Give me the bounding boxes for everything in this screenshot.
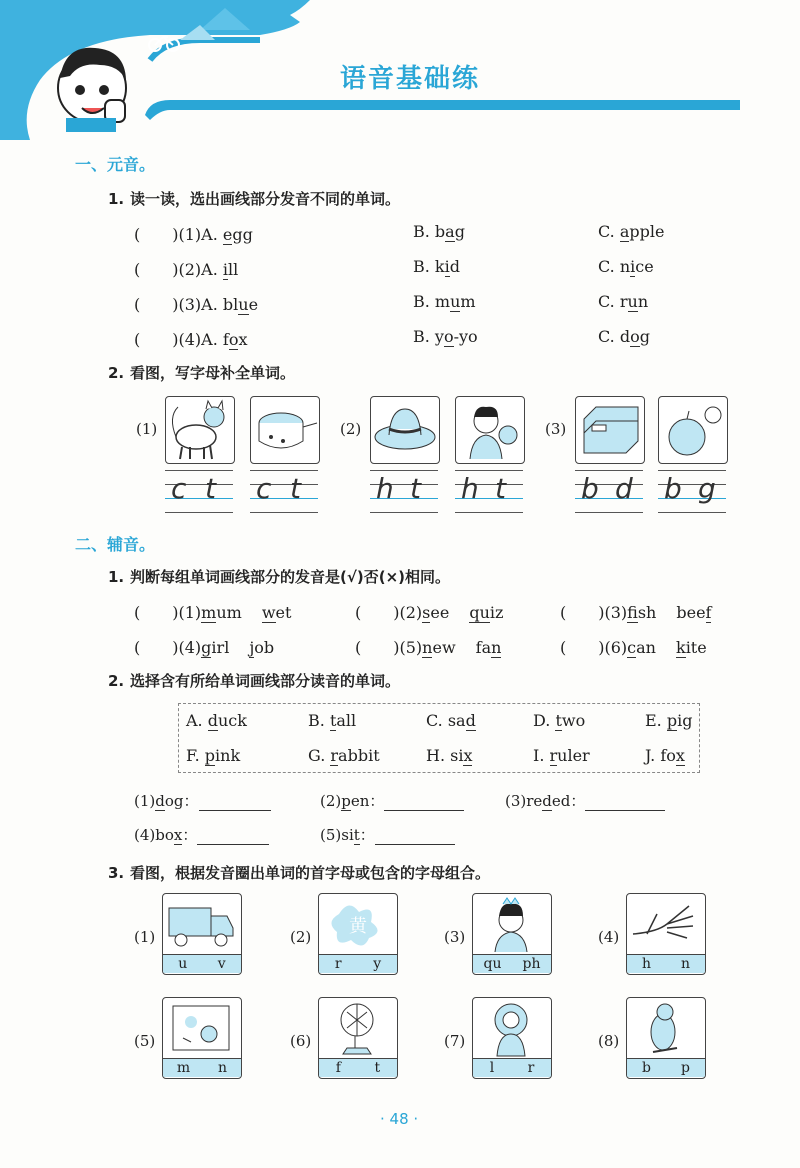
handwritten-letter: t bbox=[205, 472, 216, 505]
underlined-letter: k bbox=[675, 638, 686, 657]
card-picture bbox=[473, 894, 551, 954]
fill-blank[interactable] bbox=[320, 790, 464, 811]
apple-picture bbox=[658, 396, 728, 464]
underlined-letter: t bbox=[329, 711, 337, 730]
underlined-letter: o bbox=[443, 327, 454, 346]
hat-picture bbox=[370, 396, 440, 464]
underlined-letter: x bbox=[173, 826, 183, 844]
option-b-text: B. b bbox=[413, 222, 446, 241]
question-2-2 bbox=[108, 670, 400, 691]
option-label: F. bbox=[186, 746, 205, 765]
blank-label: (2) bbox=[320, 792, 342, 810]
option-label: G. bbox=[308, 746, 331, 765]
cake-picture bbox=[250, 396, 320, 464]
judge-item[interactable] bbox=[355, 635, 501, 658]
fill-blank[interactable] bbox=[320, 824, 455, 845]
option-label: uler bbox=[557, 746, 590, 765]
option-label: J. fo bbox=[645, 746, 676, 765]
item-number: (2) bbox=[399, 603, 423, 622]
handwritten-letter: c bbox=[256, 472, 272, 505]
letter-choice[interactable]: ph bbox=[522, 956, 541, 972]
underlined-letter: d bbox=[207, 711, 218, 730]
answer-paren[interactable] bbox=[134, 327, 248, 350]
option-b bbox=[413, 257, 460, 276]
letter-choices bbox=[163, 1058, 241, 1077]
option-label: B. bbox=[308, 711, 330, 730]
paren-blank: ( ) bbox=[134, 603, 179, 622]
writing-lines[interactable] bbox=[455, 470, 523, 514]
option-label: abbit bbox=[338, 746, 380, 765]
word: iz bbox=[489, 603, 504, 622]
blank-label: en： bbox=[350, 792, 385, 810]
card-number: (7) bbox=[444, 1032, 466, 1050]
item-number: (4) bbox=[178, 638, 202, 657]
picture-card bbox=[162, 997, 242, 1079]
underlined-letter: j bbox=[249, 638, 255, 657]
question-text: 选择含有所给单词画线部分读音的单词。 bbox=[130, 672, 401, 690]
underlined-letter: d bbox=[155, 792, 165, 810]
blank-label: ： bbox=[182, 826, 198, 844]
fill-blank[interactable] bbox=[134, 824, 269, 845]
paren-blank: ( ) bbox=[560, 603, 605, 622]
hot-boy-picture bbox=[455, 396, 525, 464]
underlined-letter: i bbox=[444, 257, 450, 276]
question-text: 看图，根据发音圈出单词的首字母或包含的字母组合。 bbox=[130, 864, 491, 882]
letter-choice[interactable]: f bbox=[335, 1060, 341, 1076]
card-picture bbox=[163, 998, 241, 1058]
letter-choice[interactable]: m bbox=[176, 1060, 191, 1076]
lion-icon bbox=[473, 998, 551, 1058]
option-a: A. bbox=[201, 260, 223, 279]
underlined-letter: a bbox=[445, 222, 455, 241]
word: ish bbox=[637, 603, 657, 622]
underlined-letter: u bbox=[450, 292, 461, 311]
truck-icon bbox=[163, 894, 241, 954]
picture-card bbox=[472, 997, 552, 1079]
question-text: 读一读，选出画线部分发音不同的单词。 bbox=[130, 190, 401, 208]
underlined-letter: n bbox=[491, 638, 502, 657]
picture-card bbox=[626, 997, 706, 1079]
option-b-text: B. k bbox=[413, 257, 445, 276]
fan-icon bbox=[319, 998, 397, 1058]
answer-paren[interactable] bbox=[134, 222, 253, 245]
judge-item[interactable] bbox=[560, 600, 711, 623]
underlined-letter: t bbox=[555, 711, 562, 730]
answer-line[interactable] bbox=[197, 828, 269, 845]
judge-item[interactable] bbox=[560, 635, 707, 658]
item-number: (6) bbox=[604, 638, 628, 657]
option-b-text: g bbox=[454, 222, 465, 241]
word: an bbox=[636, 638, 656, 657]
handwritten-letter: d bbox=[615, 472, 633, 505]
option-c-text: C. n bbox=[598, 257, 631, 276]
blank-label: (5)si bbox=[320, 826, 354, 844]
paren-blank: ( ) bbox=[355, 638, 400, 657]
paren-blank: ( ) bbox=[134, 225, 179, 244]
option-c bbox=[598, 222, 664, 241]
option-b-text: m bbox=[460, 292, 476, 311]
option-c-text: C. bbox=[598, 222, 620, 241]
judge-item[interactable] bbox=[134, 635, 274, 658]
hat-icon bbox=[371, 397, 439, 463]
letter-choice[interactable]: v bbox=[217, 956, 226, 972]
option-label: all bbox=[336, 711, 357, 730]
page-title: 语音基础练 bbox=[339, 64, 480, 94]
handwritten-letter: b bbox=[581, 472, 599, 505]
underlined-letter: f bbox=[627, 603, 638, 622]
handwritten-letter: t bbox=[410, 472, 421, 505]
bed-icon bbox=[576, 397, 644, 463]
picture-card bbox=[318, 997, 398, 1079]
word: ew bbox=[432, 638, 456, 657]
word: et bbox=[275, 603, 292, 622]
letter-choice[interactable]: t bbox=[374, 1060, 381, 1076]
apple-icon bbox=[659, 397, 727, 463]
paren-blank: ( ) bbox=[355, 603, 400, 622]
option-label: E. bbox=[645, 711, 667, 730]
item-number: (3) bbox=[178, 295, 202, 314]
question-2-3 bbox=[108, 862, 490, 883]
underlined-letter: p bbox=[204, 746, 216, 765]
underlined-letter: e bbox=[222, 225, 233, 244]
letter-choice[interactable]: r bbox=[527, 1060, 535, 1076]
option-b bbox=[413, 327, 478, 346]
fill-blank[interactable] bbox=[134, 790, 271, 811]
underlined-letter: r bbox=[549, 746, 558, 765]
card-number: (6) bbox=[290, 1032, 312, 1050]
option-word bbox=[308, 711, 356, 730]
word: ob bbox=[254, 638, 275, 657]
writing-lines[interactable] bbox=[370, 470, 438, 514]
option-a: ll bbox=[228, 260, 239, 279]
underlined-letter: d bbox=[542, 792, 552, 810]
question-number: 1. bbox=[108, 190, 125, 208]
blank-label: ： bbox=[359, 826, 375, 844]
underlined-letter: m bbox=[201, 603, 217, 622]
handwritten-letter: b bbox=[664, 472, 682, 505]
question-number: 1. bbox=[108, 568, 125, 586]
writing-lines[interactable] bbox=[658, 470, 726, 514]
item-number: (4) bbox=[178, 330, 202, 349]
option-word bbox=[426, 711, 476, 730]
paren-blank: ( ) bbox=[560, 638, 605, 657]
letter-choice[interactable]: b bbox=[642, 1060, 651, 1076]
option-label: uck bbox=[217, 711, 247, 730]
letter-choice[interactable]: qu bbox=[483, 956, 502, 972]
word: um bbox=[216, 603, 242, 622]
svg-text:黄: 黄 bbox=[349, 916, 367, 937]
option-b-text: -yo bbox=[453, 327, 478, 346]
letter-choices bbox=[163, 954, 241, 973]
picture-card bbox=[162, 893, 242, 975]
page-number: · 48 · bbox=[380, 1110, 419, 1128]
cat-icon bbox=[166, 397, 234, 463]
option-c-text: n bbox=[637, 292, 649, 311]
judge-item[interactable] bbox=[134, 600, 291, 623]
option-c-text: C. r bbox=[598, 292, 628, 311]
handwritten-letter: h bbox=[461, 472, 479, 505]
word: irl bbox=[211, 638, 230, 657]
writing-lines[interactable] bbox=[575, 470, 643, 514]
section-title-vowels: 一、元音。 bbox=[75, 155, 156, 174]
answer-paren[interactable] bbox=[134, 257, 238, 280]
card-picture bbox=[473, 998, 551, 1058]
blank-label: (1) bbox=[134, 792, 156, 810]
option-label: I. bbox=[533, 746, 550, 765]
parrot-icon bbox=[627, 998, 705, 1058]
blank-label: (3)re bbox=[505, 792, 543, 810]
underlined-letter: x bbox=[463, 746, 473, 765]
blank-label: og： bbox=[164, 792, 199, 810]
option-word bbox=[645, 746, 685, 765]
option-c-text: pple bbox=[629, 222, 665, 241]
question-2-1 bbox=[108, 566, 450, 587]
answer-line[interactable] bbox=[375, 828, 455, 845]
underlined-letter: o bbox=[630, 327, 640, 346]
option-a: e bbox=[248, 295, 259, 314]
picture-card bbox=[318, 893, 398, 975]
letter-choice[interactable]: l bbox=[489, 1060, 495, 1076]
card-picture bbox=[627, 998, 705, 1058]
picture-card bbox=[472, 893, 552, 975]
option-c-text: g bbox=[639, 327, 650, 346]
option-word bbox=[533, 746, 590, 765]
handwritten-letter: t bbox=[290, 472, 301, 505]
option-word bbox=[186, 711, 247, 730]
option-c bbox=[598, 292, 648, 311]
handwritten-letter: t bbox=[495, 472, 506, 505]
letter-choice[interactable]: h bbox=[641, 956, 652, 972]
card-number: (8) bbox=[598, 1032, 620, 1050]
question-number: 3. bbox=[108, 864, 125, 882]
writing-lines[interactable] bbox=[250, 470, 318, 514]
option-a: A. bbox=[201, 225, 223, 244]
hand-icon bbox=[627, 894, 705, 954]
letter-choice[interactable]: p bbox=[681, 1060, 690, 1076]
question-text: 判断每组单词画线部分的发音是(√)否(×)相同。 bbox=[130, 568, 450, 586]
word: bee bbox=[676, 603, 706, 622]
underlined-letter: t bbox=[353, 826, 360, 844]
question-1-1 bbox=[108, 188, 400, 209]
option-b bbox=[413, 222, 465, 241]
option-word bbox=[426, 746, 472, 765]
option-a: A. bl bbox=[201, 295, 239, 314]
option-c bbox=[598, 327, 650, 346]
picture-card bbox=[626, 893, 706, 975]
blank-label: ed： bbox=[551, 792, 586, 810]
letter-choices bbox=[319, 954, 397, 973]
yellow-splash-icon bbox=[319, 894, 397, 954]
underlined-letter: i bbox=[630, 257, 636, 276]
paren-blank: ( ) bbox=[134, 295, 179, 314]
judge-item[interactable] bbox=[355, 600, 503, 623]
underlined-letter: s bbox=[422, 603, 431, 622]
item-number: (2) bbox=[178, 260, 202, 279]
option-word bbox=[533, 711, 585, 730]
writing-lines[interactable] bbox=[165, 470, 233, 514]
option-label: C. sa bbox=[426, 711, 466, 730]
item-number: (3) bbox=[604, 603, 628, 622]
word: fa bbox=[475, 638, 492, 657]
card-number: (5) bbox=[134, 1032, 156, 1050]
option-label: ig bbox=[677, 711, 693, 730]
underlined-letter: qu bbox=[469, 603, 490, 622]
answer-line[interactable] bbox=[384, 794, 464, 811]
question-text: 看图，写字母补全单词。 bbox=[130, 364, 296, 382]
answer-paren[interactable] bbox=[134, 292, 258, 315]
card-number: (2) bbox=[290, 928, 312, 946]
card-number: (4) bbox=[598, 928, 620, 946]
underlined-letter: p bbox=[341, 792, 351, 810]
fill-blank[interactable] bbox=[505, 790, 665, 811]
underlined-letter: w bbox=[261, 603, 276, 622]
card-picture bbox=[627, 894, 705, 954]
card-picture bbox=[319, 998, 397, 1058]
group-number: (3) bbox=[545, 420, 567, 438]
question-1-2 bbox=[108, 362, 295, 383]
item-number: (5) bbox=[399, 638, 423, 657]
section-title-consonants: 二、辅音。 bbox=[75, 535, 156, 554]
letter-choice[interactable]: r bbox=[334, 956, 342, 972]
option-a: gg bbox=[232, 225, 253, 244]
card-picture bbox=[319, 894, 397, 954]
answer-line[interactable] bbox=[585, 794, 665, 811]
option-word bbox=[186, 746, 240, 765]
option-c bbox=[598, 257, 654, 276]
answer-line[interactable] bbox=[199, 794, 271, 811]
boy-fan-icon bbox=[456, 397, 524, 463]
underlined-letter: g bbox=[201, 638, 212, 657]
paren-blank: ( ) bbox=[134, 260, 179, 279]
word: ee bbox=[430, 603, 450, 622]
paren-blank: ( ) bbox=[134, 330, 179, 349]
option-c-text: ce bbox=[635, 257, 654, 276]
option-b-text: d bbox=[449, 257, 460, 276]
option-label: A. bbox=[186, 711, 208, 730]
letter-choices bbox=[627, 1058, 705, 1077]
letter-choice[interactable]: n bbox=[218, 1060, 228, 1076]
option-b-text: B. m bbox=[413, 292, 451, 311]
letter-choice[interactable]: y bbox=[373, 956, 382, 972]
letter-choices bbox=[473, 954, 551, 973]
option-label: ink bbox=[215, 746, 241, 765]
underlined-letter: u bbox=[238, 295, 249, 314]
cake-icon bbox=[251, 397, 319, 463]
underlined-letter: f bbox=[705, 603, 712, 622]
option-b bbox=[413, 292, 476, 311]
boy-mascot-icon bbox=[58, 48, 126, 132]
word: ite bbox=[685, 638, 707, 657]
option-label: D. bbox=[533, 711, 556, 730]
card-number: (3) bbox=[444, 928, 466, 946]
question-number: 2. bbox=[108, 672, 125, 690]
cat-picture bbox=[165, 396, 235, 464]
item-number: (1) bbox=[178, 603, 202, 622]
underlined-letter: o bbox=[228, 330, 239, 349]
blank-label: (4)bo bbox=[134, 826, 174, 844]
option-b-text: B. y bbox=[413, 327, 444, 346]
card-picture bbox=[163, 894, 241, 954]
group-number: (1) bbox=[136, 420, 158, 438]
item-number: (1) bbox=[178, 225, 202, 244]
paren-blank: ( ) bbox=[134, 638, 179, 657]
letter-choices bbox=[627, 954, 705, 973]
underlined-letter: d bbox=[465, 711, 476, 730]
underlined-letter: x bbox=[675, 746, 685, 765]
card-number: (1) bbox=[134, 928, 156, 946]
option-a: x bbox=[238, 330, 248, 349]
bed-picture bbox=[575, 396, 645, 464]
question-number: 2. bbox=[108, 364, 125, 382]
option-a: A. f bbox=[201, 330, 229, 349]
handwritten-letter: g bbox=[698, 472, 716, 505]
underlined-letter: r bbox=[330, 746, 339, 765]
underlined-letter: c bbox=[627, 638, 637, 657]
underlined-letter: a bbox=[619, 222, 630, 241]
letter-choice[interactable]: u bbox=[178, 956, 188, 972]
letter-choice[interactable]: n bbox=[680, 956, 691, 972]
map-icon bbox=[163, 998, 241, 1058]
letter-choices bbox=[319, 1058, 397, 1077]
option-label: H. si bbox=[426, 746, 464, 765]
underlined-letter: u bbox=[627, 292, 638, 311]
underlined-letter: p bbox=[666, 711, 678, 730]
option-label: wo bbox=[561, 711, 586, 730]
underlined-letter: n bbox=[422, 638, 433, 657]
option-word bbox=[645, 711, 692, 730]
queen-icon bbox=[473, 894, 551, 954]
handwritten-letter: c bbox=[171, 472, 187, 505]
option-word bbox=[308, 746, 380, 765]
option-c-text: C. d bbox=[598, 327, 631, 346]
underlined-letter: i bbox=[222, 260, 229, 279]
letter-choices bbox=[473, 1058, 551, 1077]
group-number: (2) bbox=[340, 420, 362, 438]
handwritten-letter: h bbox=[376, 472, 394, 505]
